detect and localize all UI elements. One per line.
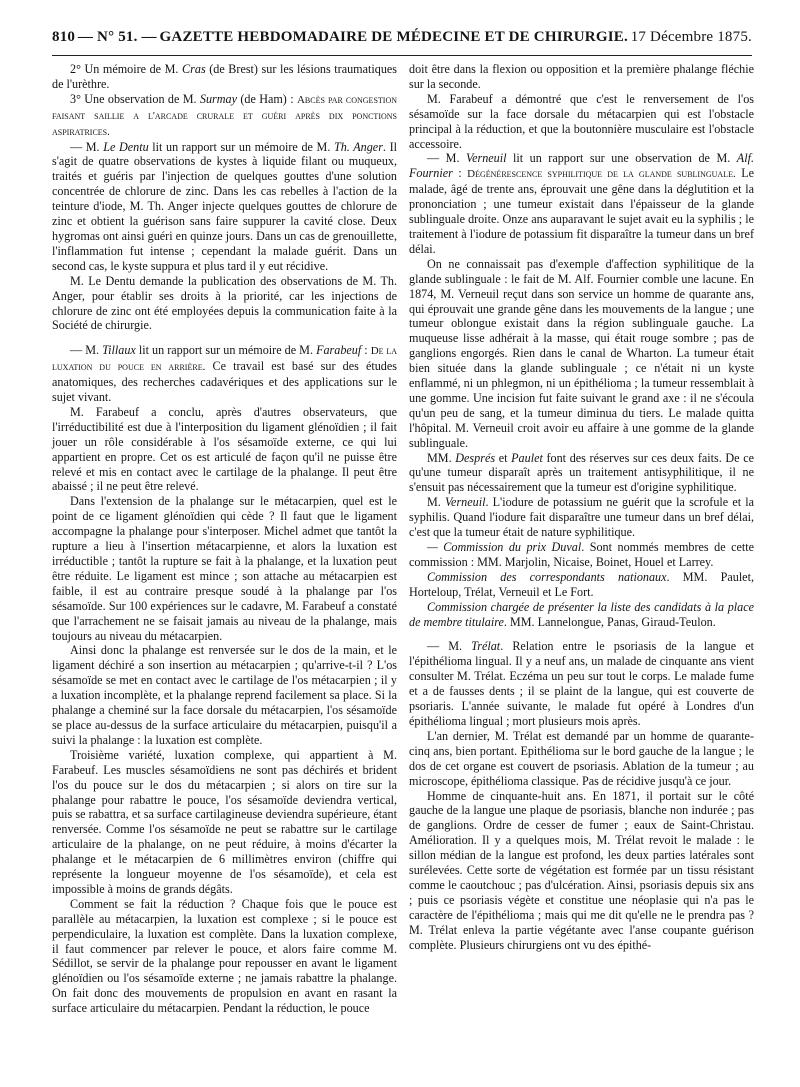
text-run: L'an dernier, M. Trélat est demandé par un homme de quarante-cinq ans, bien portant. Epithélioma sur le bord gauche de la langue ; le dos de cet organe est couvert de psoriasis. Ablation de la tumeur ; au microscope, épithélioma classique. Pas de récidive jusqu'à ce jour. <box>409 728 754 788</box>
italic-text: Verneuil <box>466 151 507 166</box>
issue-date: 17 Décembre 1875. <box>630 28 752 45</box>
text-run: Comment se fait la réduction ? Chaque fois que le pouce est parallèle au métacarpien, la luxation est complexe ; si le pouce est perpendiculaire, la luxation est complète. Dans la luxation complexe, il faut commencer par relever le pouce, et alors faire comme M. Sédillot, se servir de la phalange pour repousser en avant le ligament glénoïdien ou l'os sésamoïde externe ; ne jamais rabattre la phalange. On fait donc des mouvements de propulsion en avant en rasant la surface articulaire du métacarpien. Pendant la réduction, le pouce <box>52 896 397 1016</box>
text-run: . Relation entre le psoriasis de la langue et l'épithélioma lingual. Il y a neuf ans, un malade de cinquante ans vient consulter M. Trélat. Eczéma un peu sur tout le corps. Le malade fume et a de fausses dents ; il se plaint de la langue, qui est couverte de psoriaris. L'année suivante, le malade fut opéré à Londres d'un épithélioma lingual ; mort plusieurs mois après. <box>409 639 754 728</box>
italic-text: Surmay <box>199 91 237 106</box>
italic-text: Commission des correspondants nationaux <box>427 569 667 584</box>
paragraph <box>52 343 397 405</box>
italic-text: Després <box>455 450 496 465</box>
text-run: M. <box>427 495 445 510</box>
small-caps-title: De la luxation du pouce en arrière. <box>52 345 397 374</box>
journal-title: GAZETTE HEBDOMADAIRE DE MÉDECINE ET DE CHIRURGIE. <box>159 28 628 45</box>
text-run: — M. <box>427 151 467 166</box>
text-run: Le malade, âgé de trente ans, éprouvait une gêne dans la déglutition et la prononciation ; une tumeur existait dans l'épaisseur de la glande sublinguale droite. Onze ans auparavant le sujet avait eu la syphilis ; le traitement à l'iodure de potassium fit disparaître la tumeur dans un bref délai. <box>409 166 755 256</box>
text-run: Homme de cinquante-huit ans. En 1871, il portait sur le côté gauche de la langue une plaque de psoriasis, blanche non indurée ; pas de ganglions. Ordre de cesser de fumer ; eaux de Saint-Christau. Amélioration. Il y a quelques mois, M. Trélat revoit le malade : le sillon médian de la langue est profond, les deux parties latérales sont surélevées. Cette sorte de végétation est formée par un tissu résistant comme le caoutchouc ; pas d'ulcération. Ainsi, psoriasis depuis six ans ; puis ce psoriasis végète et constitue une néoplasie qui n'a pas le caractère de l'épithélioma ; mais qui me dit qu'elle ne le prendra pas ? M. Trélat enleva la partie végétante avec l'anse coupante guérison complète. Plusieurs chirurgiens ont vu des épithé- <box>409 788 754 952</box>
small-caps-title: Abcès par congestion faisant saillie a l'arcade crurale et guéri après dix ponctions aspiratrices. <box>52 93 397 138</box>
text-run: 2° Un mémoire de M. <box>70 62 183 76</box>
paragraph <box>52 62 397 92</box>
page-number: 810 <box>52 28 76 45</box>
paragraph <box>409 789 754 953</box>
text-run: lit un rapport sur un mémoire de M. <box>135 343 317 358</box>
italic-text: Trélat <box>471 639 501 654</box>
text-run: . Sont nommés membres de cette commission : MM. Marjolin, Nicaise, Boinet, Houel et Larrey. <box>409 540 755 569</box>
paragraph <box>409 62 754 92</box>
text-run: doit être dans la flexion ou opposition et la première phalange fléchie sur la seconde. <box>409 62 754 91</box>
paragraph <box>409 257 754 451</box>
text-run: Ce travail est basé sur des études anatomiques, des recherches cadavériques et des applications sur le sujet vivant. <box>52 359 397 405</box>
text-run: M. Le Dentu demande la publication des observations de M. Th. Anger, pour établir ses droits à la priorité, car les injections de chlorure de zinc ont été employées depuis la communication faite à la Société de chirurgie. <box>52 273 397 333</box>
text-run: lit un rapport sur une observation de M. <box>506 151 737 166</box>
italic-text: Paulet <box>511 450 543 465</box>
text-run: : <box>452 166 468 181</box>
italic-text: Cras <box>182 62 206 76</box>
paragraph <box>52 494 397 643</box>
paragraph <box>52 748 397 897</box>
paragraph <box>52 92 397 140</box>
paragraph <box>409 451 754 496</box>
text-run: (de Brest) sur les lésions traumatiques de l'urèthre. <box>52 62 397 91</box>
italic-text: Farabeuf <box>316 343 362 358</box>
italic-text: Le Dentu <box>103 139 149 154</box>
italic-text: Verneuil <box>444 495 486 510</box>
text-run: Ainsi donc la phalange est renversée sur le dos de la main, et le ligament déchiré a son insertion au métacarpien ; qu'arrive-t-il ? L'os sésamoïde se met en contact avec le cartilage de l'os métacarpien ; il y a luxation incomplète, et la phalange reprend facilement sa place. Si la phalange a cheminé sur la face dorsale du métacarpien, l'os sésamoïde se place au-dessus de la surface articulaire du métacarpien, puisqu'il a suivi la phalange : la luxation est complète. <box>52 643 397 747</box>
italic-text: — Commission du prix Duval <box>427 540 582 554</box>
issue-number: — N° 51. — <box>77 28 157 45</box>
text-run: M. Farabeuf a démontré que c'est le renversement de l'os sésamoïde sur la face dorsale du métacarpien qui est l'obstacle principal à la réduction, et que la boutonnière musculaire est l'obstacle accessoire. <box>409 91 754 151</box>
paragraph <box>409 639 754 728</box>
text-run: . Il s'agit de quatre observations de kystes à liquide filant ou muqueux, traités et guéris par l'injection de quelques gouttes d'une solution concentrée de chlorure de zinc. Dans les cas rebelles à l'action de la teinture d'iode, M. Th. Anger injecte quelques gouttes de chlorure de zinc et obtient la guérison sans faire suppurer la cavité close. Deux hygromas ont ainsi guéri en quinze jours. Dans un cas de grenouillette, l'inflammation fut intense ; cependant la malade guérit. Dans un second cas, le kyste suppura et plus tard il y eut récidive. <box>52 139 397 273</box>
italic-text: Th. Anger <box>333 139 383 154</box>
paragraph <box>409 92 754 152</box>
text-run: — M. <box>70 139 104 154</box>
italic-text: Tillaux <box>102 343 136 358</box>
page-header <box>52 22 752 52</box>
text-run: . MM. Paulet, Horteloup, Trélat, Verneuil et Le Fort. <box>409 569 754 599</box>
text-run: font des réserves sur ces deux faits. De ce qu'une tumeur disparaît après un traitement antisyphilitique, il ne s'ensuit pas nécessairement que la tumeur est d'origine syphilitique. <box>409 450 754 495</box>
header-rule <box>52 55 752 56</box>
paragraph <box>409 600 754 630</box>
text-run: (de Ham) : <box>236 91 297 106</box>
text-run: 3° Une observation de M. <box>70 91 200 106</box>
text-run: . L'iodure de potassium ne guérit que la scrofule et la syphilis. Quand l'iodure fait disparaître une tumeur dans un bref délai, c'est que la tumeur était de nature syphilitique. <box>409 495 754 540</box>
text-run: — M. <box>70 343 103 358</box>
paragraph <box>52 897 397 1016</box>
text-run: lit un rapport sur un mémoire de M. <box>148 139 334 154</box>
text-run: M. Farabeuf a conclu, après d'autres observateurs, que l'irréductibilité est due à l'interposition du ligament glénoïdien ; il fait jouer un rôle considérable à l'os sésamoïde externe, ce qui lui appartient en propre. Cet os est articulé de façon qu'il ne puisse être relevé et mis en contact avec le cartilage de la phalange. Il peut être abaissé ; il ne peut être relevé. <box>52 404 397 494</box>
paragraph <box>409 570 754 600</box>
paragraph <box>52 405 397 494</box>
text-run: MM. <box>427 450 456 465</box>
text-run: . MM. Lannelongue, Panas, Giraud-Teulon. <box>503 614 716 629</box>
text-run: — M. <box>427 639 472 654</box>
paragraph <box>52 140 397 274</box>
paragraph <box>409 540 754 570</box>
small-caps-title: Dégénérescence syphilitique de la glande sublinguale. <box>467 168 736 181</box>
paragraph <box>409 495 754 540</box>
paragraph <box>52 274 397 334</box>
text-run: : <box>361 343 371 358</box>
text-run: On ne connaissait pas d'exemple d'affection syphilitique de la glande sublinguale : le fait de M. Alf. Fournier comble une lacune. En 1874, M. Verneuil reçut dans son service un homme de quarante ans, qui éprouvait une grande gêne dans les mouvements de la langue ; une tumeur oblongue existait dans la région sublinguale gauche. La muqueuse lisse adhérait à la masse, qui était rouge sombre ; pas de ganglions engorgés. Rien dans le canal de Wharton. La tumeur était bien située dans la glande sublinguale ; ce n'était ni un kyste enflammé, ni un phlegmon, ni un épithélioma ; la tumeur ressemblait à une gomme. Une incision fut faite suivant le grand axe : il ne s'écoula qu'un peu de sang, et la tumeur diminua du tiers. Le malade quitta l'hôpital. M. Verneuil croit avoir eu affaire à une gomme de la glande sublinguale. <box>409 256 754 450</box>
paragraph <box>409 151 754 256</box>
italic-text: Alf. Fournier <box>409 151 754 181</box>
paragraph <box>52 643 397 747</box>
text-run: Dans l'extension de la phalange sur le métacarpien, quel est le point de ce ligament glénoïdien qui cède ? Il faut que le ligament accompagne la phalange pour s'interposer. Michel admet que tantôt la rupture a lieu à l'insertion métacarpienne, et alors la luxation est irréductible ; tantôt la rupture se fait à la phalange, et la luxation peut être réduite. Le ligament est mince ; son attache au métacarpien est faible, il est au contraire presque soudé à la phalange par l'os sésamoïde. Sur 100 expériences sur le cadavre, M. Farabeuf a constaté que l'arrachement ne se faisait jamais au niveau de la phalange, mais toujours au niveau du métacarpien. <box>52 494 397 643</box>
text-run: Troisième variété, luxation complexe, qui appartient à M. Farabeuf. Les muscles sésamoïdiens ne sont pas déchirés et brident l'os du pouce sur le dos du métacarpien ; si alors on tire sur la phalange pour rabattre le pouce, l'os sésamoïde deviendra vertical, puis se rabattra, et sa surface cartilagineuse deviendra supérieure, étant renversée. Comme l'os sésamoïde ne peut se rabattre sur le cartilage articulaire de la phalange, on ne peut réduire, à moins d'écarter la phalange et le métacarpien de 6 millimètres environ (chiffre qui représente la longueur moyenne de l'os sésamoïde), et cela est impossible à moins de grands dégâts. <box>52 747 397 896</box>
paragraph <box>409 729 754 789</box>
italic-text: Commission chargée de présenter la liste des candidats à la place de membre titulaire <box>409 599 754 629</box>
left-column <box>52 62 397 1016</box>
right-column <box>409 62 754 952</box>
text-run: et <box>495 450 512 465</box>
